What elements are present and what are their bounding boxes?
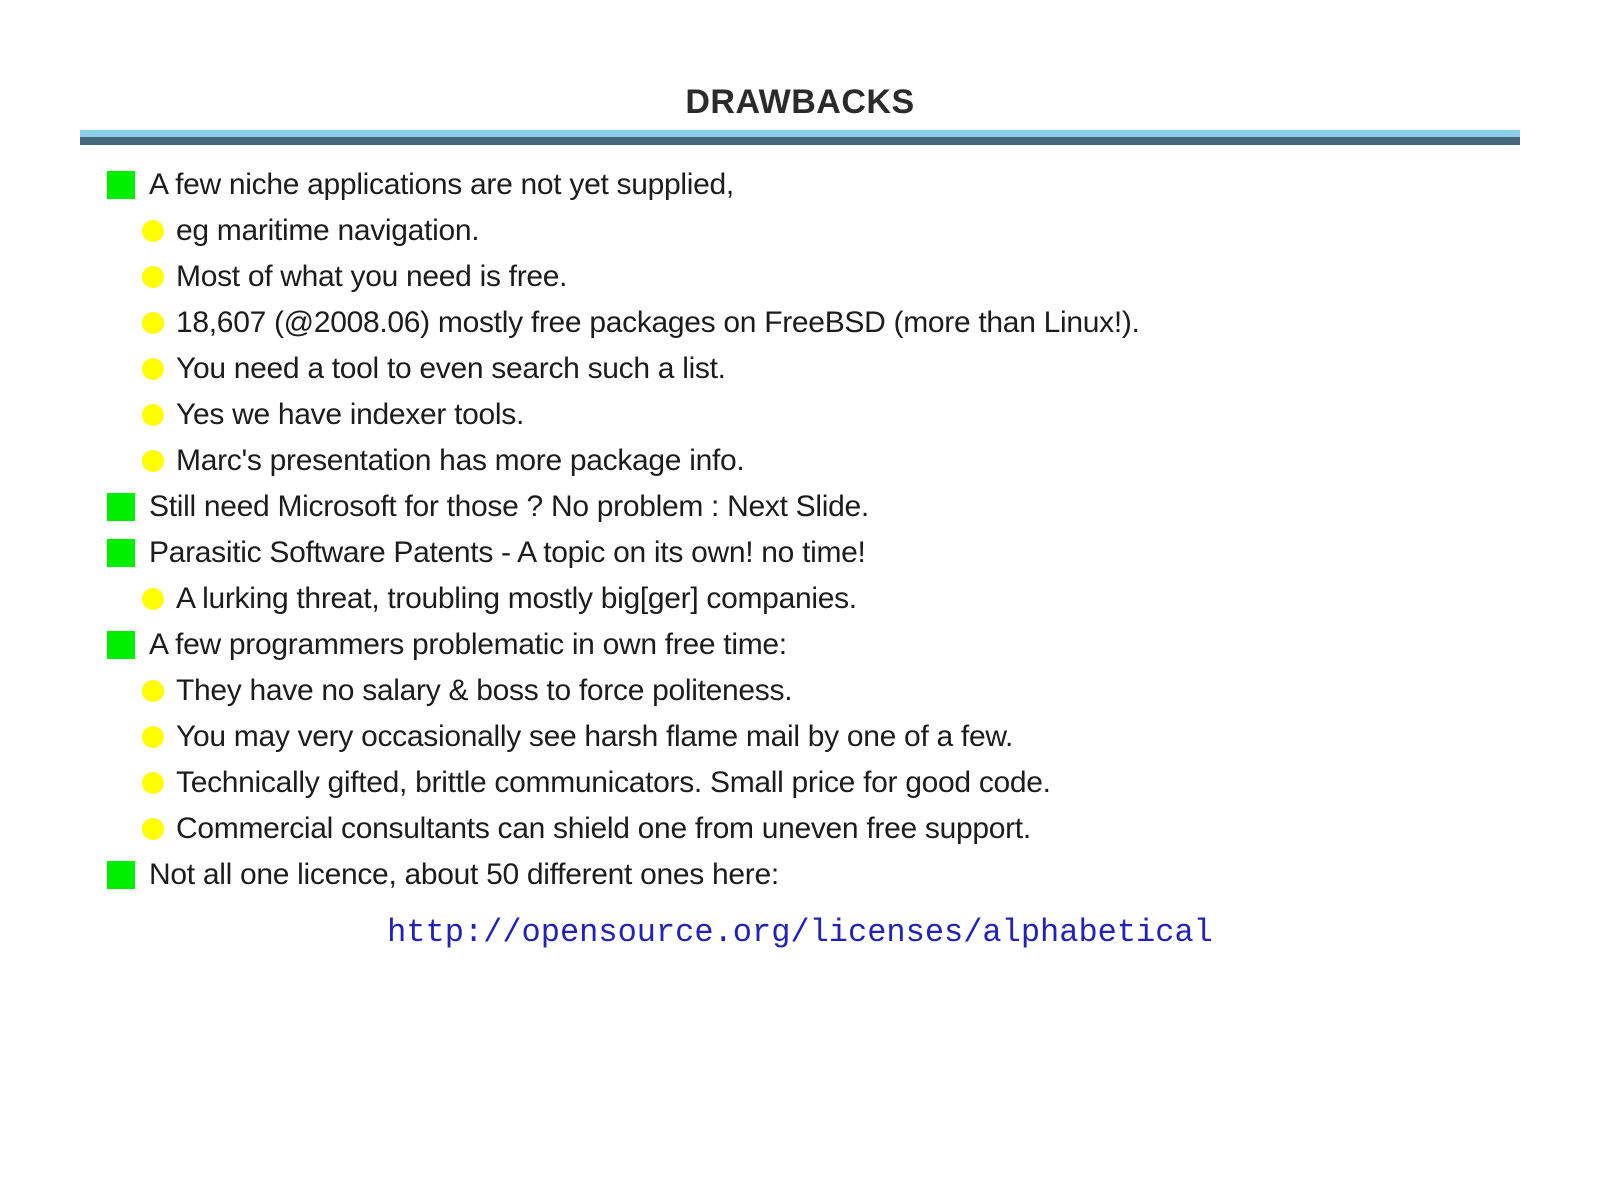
list-item-text: 18,607 (@2008.06) mostly free packages on FreeBSD (more than Linux!). <box>176 306 1140 339</box>
list-item-text: Marc's presentation has more package info. <box>176 444 745 477</box>
list-item-text: A few programmers problematic in own free time: <box>149 628 787 661</box>
list-item-text: Still need Microsoft for those ? No problem : Next Slide. <box>149 490 869 523</box>
list-item <box>0 300 1600 346</box>
list-item <box>0 622 1600 668</box>
list-item-text: They have no salary & boss to force politeness. <box>176 674 793 707</box>
list-item <box>0 714 1600 760</box>
list-item <box>0 668 1600 714</box>
link-row <box>0 910 1600 956</box>
page-title: DRAWBACKS <box>685 83 915 121</box>
list-item <box>0 162 1600 208</box>
square-bullet-icon <box>107 631 135 659</box>
circle-bullet-icon <box>142 680 164 702</box>
circle-bullet-icon <box>142 772 164 794</box>
circle-bullet-icon <box>142 312 164 334</box>
list-item <box>0 438 1600 484</box>
square-bullet-icon <box>107 861 135 889</box>
title-divider <box>80 130 1520 145</box>
list-item <box>0 392 1600 438</box>
list-item-text: eg maritime navigation. <box>176 214 480 247</box>
list-item-text: Parasitic Software Patents - A topic on its own! no time! <box>149 536 866 569</box>
list-item-text: Most of what you need is free. <box>176 260 568 293</box>
circle-bullet-icon <box>142 726 164 748</box>
list-item <box>0 760 1600 806</box>
square-bullet-icon <box>107 493 135 521</box>
list-item-text: Technically gifted, brittle communicators. Small price for good code. <box>176 766 1051 799</box>
square-bullet-icon <box>107 539 135 567</box>
circle-bullet-icon <box>142 450 164 472</box>
list-item-text: A few niche applications are not yet supplied, <box>149 168 734 201</box>
circle-bullet-icon <box>142 266 164 288</box>
circle-bullet-icon <box>142 358 164 380</box>
circle-bullet-icon <box>142 220 164 242</box>
list-item-text: A lurking threat, troubling mostly big[ger] companies. <box>176 582 857 615</box>
list-item <box>0 254 1600 300</box>
divider-light-band <box>80 130 1520 137</box>
list-item <box>0 852 1600 898</box>
circle-bullet-icon <box>142 588 164 610</box>
divider-dark-band <box>80 137 1520 145</box>
list-item <box>0 208 1600 254</box>
circle-bullet-icon <box>142 404 164 426</box>
list-item <box>0 346 1600 392</box>
list-item-text: Yes we have indexer tools. <box>176 398 524 431</box>
list-item <box>0 530 1600 576</box>
list-item <box>0 806 1600 852</box>
list-item-text: You may very occasionally see harsh flame mail by one of a few. <box>176 720 1014 753</box>
list-item-text: Commercial consultants can shield one from uneven free support. <box>176 812 1031 845</box>
circle-bullet-icon <box>142 818 164 840</box>
list-item <box>0 576 1600 622</box>
square-bullet-icon <box>107 171 135 199</box>
list-item-text: You need a tool to even search such a list. <box>176 352 726 385</box>
list-item-text: Not all one licence, about 50 different ones here: <box>149 858 779 891</box>
bullet-list <box>0 162 1600 898</box>
list-item <box>0 484 1600 530</box>
license-url-link[interactable]: http://opensource.org/licenses/alphabetical <box>387 914 1213 951</box>
